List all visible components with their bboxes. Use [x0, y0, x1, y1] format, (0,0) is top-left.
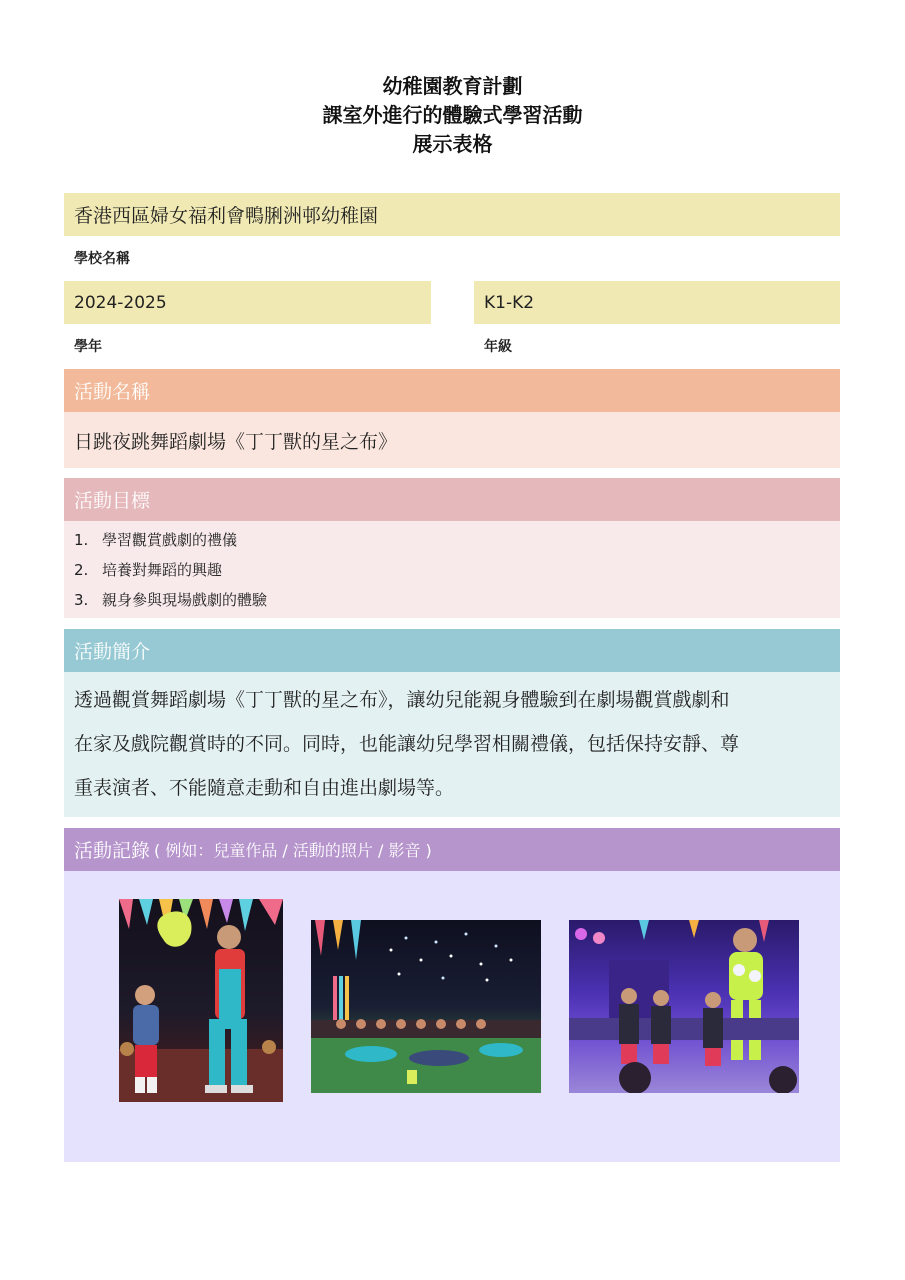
school-name-field: 香港西區婦女福利會鴨脷洲邨幼稚園: [64, 193, 840, 236]
school-year-field: 2024-2025: [64, 281, 431, 324]
grade-caption: 年級: [484, 339, 512, 355]
objectives-list: [64, 521, 840, 618]
records-heading-label: 活動記錄: [74, 840, 151, 862]
document-title: [0, 72, 905, 159]
objectives-heading: 活動目標: [64, 478, 840, 521]
introduction-line-2: 在家及戲院觀賞時的不同。同時，也能讓幼兒學習相關禮儀，包括保持安靜、尊: [74, 733, 740, 755]
title-line-2: 課室外進行的體驗式學習活動: [322, 103, 583, 127]
grade-field: K1-K2: [474, 281, 840, 324]
list-item-number: 2.: [74, 561, 89, 579]
school-year-caption: 學年: [74, 339, 102, 355]
activity-photo-3: [569, 920, 799, 1093]
list-item-text: 學習觀賞戲劇的禮儀: [102, 531, 238, 549]
activity-name-value: 日跳夜跳舞蹈劇場《丁丁獸的星之布》: [64, 412, 840, 468]
list-item: [74, 525, 840, 555]
introduction-heading: 活動簡介: [64, 629, 840, 672]
activity-name-heading: 活動名稱: [64, 369, 840, 412]
list-item-text: 親身參與現場戲劇的體驗: [102, 591, 268, 609]
title-line-1: 幼稚園教育計劃: [382, 74, 523, 98]
list-item: [74, 585, 840, 615]
list-item: [74, 555, 840, 585]
introduction-body: [64, 672, 840, 817]
list-item-number: 3.: [74, 591, 89, 609]
activity-photo-1: [119, 899, 283, 1102]
records-heading-hint: ( 例如：兒童作品 / 活動的照片 / 影音 ): [154, 841, 432, 860]
introduction-line-3: 重表演者、不能隨意走動和自由進出劇場等。: [74, 777, 455, 799]
list-item-number: 1.: [74, 531, 89, 549]
school-name-caption: 學校名稱: [74, 251, 130, 267]
activity-photo-2: [311, 920, 541, 1093]
title-line-3: 展示表格: [412, 132, 493, 156]
list-item-text: 培養對舞蹈的興趣: [102, 561, 223, 579]
introduction-line-1: 透過觀賞舞蹈劇場《丁丁獸的星之布》，讓幼兒能親身體驗到在劇場觀賞戲劇和: [74, 689, 730, 711]
records-heading: [64, 828, 840, 871]
